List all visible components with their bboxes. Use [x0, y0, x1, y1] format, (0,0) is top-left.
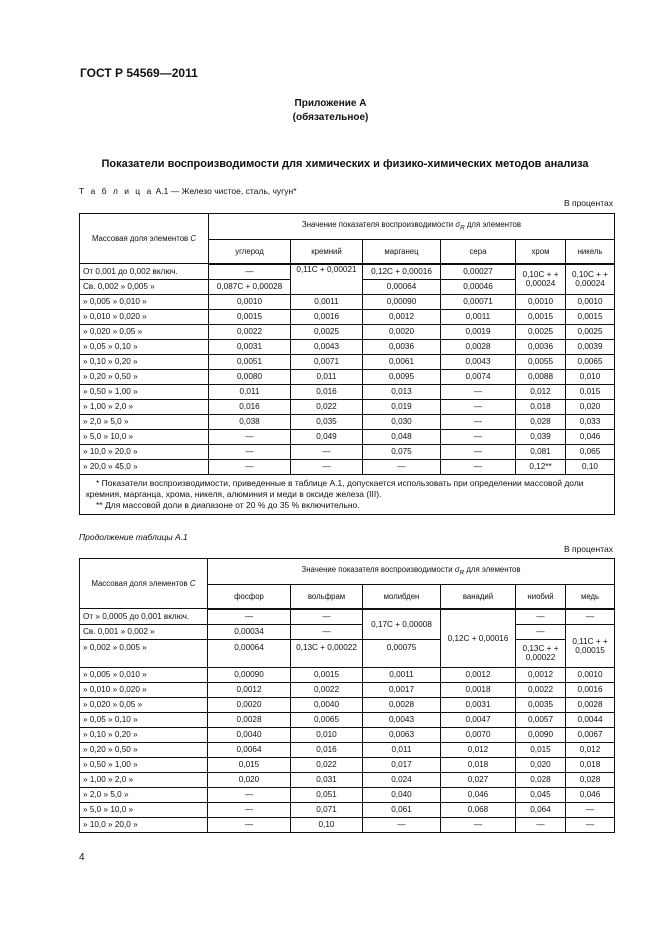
table-cell: » 10,0 » 20,0 » — [80, 817, 208, 832]
table-row — [80, 697, 615, 712]
table-cell: 0,020 — [566, 399, 615, 414]
table-cell: 0,0090 — [516, 727, 566, 742]
table-cell: 0,048 — [363, 429, 441, 444]
col-header: молибден — [363, 585, 441, 609]
table-cell: 0,049 — [291, 429, 363, 444]
table-cell: 0,028 — [516, 414, 566, 429]
table-caption-prefix: Т а б л и ц а — [79, 186, 154, 196]
table-cell: 0,013 — [363, 384, 441, 399]
table-cell: — — [441, 444, 516, 459]
table-cell: 0,0020 — [363, 324, 441, 339]
table-cell: 0,028 — [566, 772, 615, 787]
table-cell: 0,00027 — [441, 264, 516, 280]
table-cell: 0,0025 — [516, 324, 566, 339]
table-cell: — — [208, 787, 291, 802]
table-row — [80, 787, 615, 802]
table-cell: 0,0025 — [566, 324, 615, 339]
table-cell: » 1,00 » 2,0 » — [80, 772, 208, 787]
table-row — [80, 264, 615, 280]
col0-header: Массовая доля элементов C — [80, 559, 208, 609]
table-cell: 0,065 — [566, 444, 615, 459]
table-row — [80, 772, 615, 787]
table-cell: 0,015 — [208, 757, 291, 772]
table-row — [80, 682, 615, 697]
table-row — [80, 354, 615, 369]
table-cell: — — [441, 414, 516, 429]
table-cell: » 1,00 » 2,0 » — [80, 399, 209, 414]
table-cell: 0,0015 — [516, 309, 566, 324]
table-cell: » 0,10 » 0,20 » — [80, 727, 208, 742]
table-cell: 0,00064 — [363, 279, 441, 294]
table-cell: От » 0,0005 до 0,001 включ. — [80, 609, 208, 625]
col0-header: Массовая доля элементов C — [80, 214, 209, 264]
table-cell: » 2,0 » 5,0 » — [80, 414, 209, 429]
table-cell: 0,0025 — [291, 324, 363, 339]
table-row — [80, 639, 615, 667]
table-cell: 0,018 — [566, 757, 615, 772]
table-cell: 0,030 — [363, 414, 441, 429]
table-cell: 0,046 — [441, 787, 516, 802]
table-cell: 0,011 — [209, 384, 291, 399]
table-cell: 0,0010 — [566, 667, 615, 682]
table-cell: » 0,10 » 0,20 » — [80, 354, 209, 369]
table-cell: 0,0040 — [291, 697, 363, 712]
table2-units: В процентах — [563, 544, 613, 554]
table-cell: 0,022 — [291, 757, 363, 772]
document-id: ГОСТ Р 54569—2011 — [80, 66, 198, 80]
table-cell: 0,018 — [441, 757, 516, 772]
table-cell: Св. 0,002 » 0,005 » — [80, 279, 209, 294]
table-cell: 0,020 — [208, 772, 291, 787]
table-cell: » 2,0 » 5,0 » — [80, 787, 208, 802]
table-cell: — — [441, 459, 516, 474]
table-cell: 0,0036 — [363, 339, 441, 354]
table-cell: 0,00046 — [441, 279, 516, 294]
table-cell: — — [566, 609, 615, 625]
table-cell: — — [441, 384, 516, 399]
table-row — [80, 667, 615, 682]
table-cell: 0,0043 — [441, 354, 516, 369]
table-cell: 0,0015 — [209, 309, 291, 324]
table-cell: — — [566, 802, 615, 817]
table-cell: 0,075 — [363, 444, 441, 459]
table-cell: » 0,20 » 0,50 » — [80, 369, 209, 384]
table-cell: 0,0011 — [441, 309, 516, 324]
table-cell: 0,00075 — [363, 639, 441, 667]
table-cell: 0,011 — [291, 369, 363, 384]
table1-caption — [79, 186, 297, 196]
table-cell: 0,0028 — [566, 697, 615, 712]
table1-units: В процентах — [563, 198, 613, 208]
table-cell: 0,010 — [566, 369, 615, 384]
table-cell: 0,0070 — [441, 727, 516, 742]
table-cell: 0,0028 — [363, 697, 441, 712]
table-cell: 0,0015 — [566, 309, 615, 324]
table-cell: » 10,0 » 20,0 » — [80, 444, 209, 459]
col-header: медь — [566, 585, 615, 609]
col-header: кремний — [291, 240, 363, 264]
table-cell: 0,13C + + 0,00022 — [516, 639, 566, 667]
table-cell: — — [441, 429, 516, 444]
table-cell: 0,0031 — [441, 697, 516, 712]
table2 — [79, 558, 615, 833]
table-cell: 0,020 — [516, 757, 566, 772]
table-cell: » 5,0 » 10,0 » — [80, 802, 208, 817]
table-cell: 0,0012 — [516, 667, 566, 682]
table-cell: 0,17C + 0,00008 — [363, 609, 441, 640]
table-cell: 0,10 — [566, 459, 615, 474]
table-row — [80, 324, 615, 339]
col-header: марганец — [363, 240, 441, 264]
table1 — [79, 213, 615, 515]
table-cell: » 20,0 » 45,0 » — [80, 459, 209, 474]
table-cell: » 0,05 » 0,10 » — [80, 339, 209, 354]
table-row — [80, 802, 615, 817]
table-cell: » 0,005 » 0,010 » — [80, 667, 208, 682]
section-title: Показатели воспроизводимости для химических и физико-химических методов анализа — [101, 158, 589, 170]
table-cell: 0,00090 — [208, 667, 291, 682]
table-cell: 0,051 — [291, 787, 363, 802]
footnote: * Показатели воспроизводимости, приведенные в таблице А.1, допускается использовать при определении массовой доли кремния, марганца, хрома, никеля, алюминия и меди в оксиде железа (III). — [86, 477, 584, 499]
table-cell: » 0,002 » 0,005 » — [80, 639, 208, 667]
table-cell: 0,0064 — [208, 742, 291, 757]
table-cell: 0,068 — [441, 802, 516, 817]
col-header: сера — [441, 240, 516, 264]
table-row — [80, 384, 615, 399]
annex-title: Приложение А — [294, 98, 367, 109]
table-cell: 0,0028 — [208, 712, 291, 727]
table-cell: 0,081 — [516, 444, 566, 459]
table-cell: 0,0057 — [516, 712, 566, 727]
table-cell: — — [291, 459, 363, 474]
table-cell: 0,027 — [441, 772, 516, 787]
table2-caption: Продолжение таблицы А.1 — [79, 532, 188, 542]
table-row — [80, 459, 615, 474]
table-cell: 0,061 — [363, 802, 441, 817]
table-cell: 0,0036 — [516, 339, 566, 354]
table-cell: 0,0061 — [363, 354, 441, 369]
table-cell: 0,064 — [516, 802, 566, 817]
table-cell: 0,0012 — [441, 667, 516, 682]
table-cell: 0,0074 — [441, 369, 516, 384]
table-cell: — — [209, 264, 291, 280]
table-cell: 0,046 — [566, 429, 615, 444]
table-cell: — — [208, 817, 291, 832]
table-cell: — — [208, 802, 291, 817]
page-number: 4 — [79, 852, 85, 863]
table-cell: 0,0022 — [209, 324, 291, 339]
table-cell: 0,031 — [291, 772, 363, 787]
col-header: хром — [516, 240, 566, 264]
table-cell: 0,00071 — [441, 294, 516, 309]
table-cell: — — [516, 609, 566, 625]
table-cell: 0,0088 — [516, 369, 566, 384]
table-cell: 0,033 — [566, 414, 615, 429]
table-cell: — — [441, 817, 516, 832]
table-cell: 0,045 — [516, 787, 566, 802]
table-footnotes — [80, 474, 615, 514]
col-header: фосфор — [208, 585, 291, 609]
table-cell: — — [208, 609, 291, 625]
table-cell: 0,0010 — [516, 294, 566, 309]
table-cell: 0,0011 — [291, 294, 363, 309]
table-cell: — — [516, 817, 566, 832]
table-cell: 0,071 — [291, 802, 363, 817]
table-cell: » 0,020 » 0,05 » — [80, 697, 208, 712]
table-cell: Св. 0,001 » 0,002 » — [80, 624, 208, 639]
table-cell: 0,016 — [291, 742, 363, 757]
table-cell: 0,00090 — [363, 294, 441, 309]
table-cell: 0,0035 — [516, 697, 566, 712]
group-header: Значение показателя воспроизводимости $\sigma_R$ для элементов — [208, 559, 615, 585]
table-row — [80, 817, 615, 832]
table-cell: 0,0016 — [291, 309, 363, 324]
table-cell: » 0,05 » 0,10 » — [80, 712, 208, 727]
table-cell: 0,012 — [516, 384, 566, 399]
col-header: ванадий — [441, 585, 516, 609]
table-row — [80, 369, 615, 384]
table-cell: 0,0039 — [566, 339, 615, 354]
table-cell: — — [363, 817, 441, 832]
table-cell: 0,12C + 0,00016 — [363, 264, 441, 280]
table-cell: » 0,020 » 0,05 » — [80, 324, 209, 339]
col-header: никель — [566, 240, 615, 264]
table-cell: » 0,005 » 0,010 » — [80, 294, 209, 309]
table-cell: » 0,50 » 1,00 » — [80, 384, 209, 399]
table-row — [80, 429, 615, 444]
table-cell: 0,11C + 0,00021 — [291, 264, 363, 295]
table-cell: 0,015 — [516, 742, 566, 757]
table-cell: 0,0063 — [363, 727, 441, 742]
table-cell: — — [291, 609, 363, 625]
table-row — [80, 399, 615, 414]
table-cell: 0,0019 — [441, 324, 516, 339]
table-cell: 0,038 — [209, 414, 291, 429]
table-cell: 0,035 — [291, 414, 363, 429]
table-row — [80, 414, 615, 429]
annex-status: (обязательное) — [292, 112, 369, 123]
footnote: ** Для массовой доли в диапазоне от 20 % до 35 % включительно. — [96, 499, 360, 510]
table-row — [80, 624, 615, 639]
table-cell: 0,0016 — [566, 682, 615, 697]
table-cell: 0,039 — [516, 429, 566, 444]
table-cell: 0,012 — [441, 742, 516, 757]
table-cell: 0,0022 — [291, 682, 363, 697]
table-cell: 0,10C + + 0,00024 — [516, 264, 566, 295]
group-header: Значение показателя воспроизводимости $\sigma_R$ для элементов — [209, 214, 615, 240]
table-row — [80, 727, 615, 742]
table-cell: 0,0080 — [209, 369, 291, 384]
table-cell: 0,015 — [566, 384, 615, 399]
table-cell: 0,0010 — [209, 294, 291, 309]
table-cell: 0,010 — [291, 727, 363, 742]
table-cell: » 0,010 » 0,020 » — [80, 682, 208, 697]
table-row — [80, 609, 615, 625]
table-cell: 0,011 — [363, 742, 441, 757]
table-cell: 0,10C + + 0,00024 — [566, 264, 615, 295]
table-cell: 0,0012 — [208, 682, 291, 697]
table-cell: 0,0010 — [566, 294, 615, 309]
table-cell: 0,0022 — [516, 682, 566, 697]
table-cell: 0,017 — [363, 757, 441, 772]
table-cell: — — [566, 817, 615, 832]
table-caption-text: А.1 — Железо чистое, сталь, чугун* — [153, 186, 297, 196]
table-row — [80, 757, 615, 772]
table-row — [80, 339, 615, 354]
table-cell: » 5,0 » 10,0 » — [80, 429, 209, 444]
table-row — [80, 712, 615, 727]
table-cell: 0,12** — [516, 459, 566, 474]
table-cell: » 0,20 » 0,50 » — [80, 742, 208, 757]
table-cell: 0,0055 — [516, 354, 566, 369]
table-cell: 0,10 — [291, 817, 363, 832]
table-cell: 0,0095 — [363, 369, 441, 384]
table-row — [80, 294, 615, 309]
table-cell: 0,0028 — [441, 339, 516, 354]
table-cell: — — [291, 444, 363, 459]
table-cell: 0,0011 — [363, 667, 441, 682]
table-cell: 0,13C + 0,00022 — [291, 639, 363, 667]
table-cell: 0,024 — [363, 772, 441, 787]
table-cell: 0,0044 — [566, 712, 615, 727]
col-header: ниобий — [516, 585, 566, 609]
table-cell: 0,0020 — [208, 697, 291, 712]
table-cell: 0,0047 — [441, 712, 516, 727]
table-cell: 0,0015 — [291, 667, 363, 682]
table-cell: 0,00034 — [208, 624, 291, 639]
col-header: вольфрам — [291, 585, 363, 609]
table-row — [80, 742, 615, 757]
table-cell: 0,028 — [516, 772, 566, 787]
table-cell: 0,00064 — [208, 639, 291, 667]
table-cell: » 0,50 » 1,00 » — [80, 757, 208, 772]
table-row — [80, 309, 615, 324]
table-cell: 0,0043 — [363, 712, 441, 727]
table-cell: 0,12C + 0,00016 — [441, 609, 516, 668]
table-cell: 0,0031 — [209, 339, 291, 354]
table-cell: 0,0043 — [291, 339, 363, 354]
table-cell: 0,012 — [566, 742, 615, 757]
table-cell: 0,019 — [363, 399, 441, 414]
table-cell: — — [209, 429, 291, 444]
col-header: углерод — [209, 240, 291, 264]
table-cell: — — [441, 399, 516, 414]
table-cell: 0,0071 — [291, 354, 363, 369]
table-row — [80, 444, 615, 459]
table-cell: 0,046 — [566, 787, 615, 802]
table-cell: 0,0067 — [566, 727, 615, 742]
table-cell: 0,0018 — [441, 682, 516, 697]
table-cell: 0,016 — [209, 399, 291, 414]
table-cell: 0,0012 — [363, 309, 441, 324]
table-cell: 0,0065 — [566, 354, 615, 369]
table-cell: От 0,001 до 0,002 включ. — [80, 264, 209, 280]
table-cell: — — [209, 459, 291, 474]
table-cell: 0,087C + 0,00028 — [209, 279, 291, 294]
table-cell: 0,0051 — [209, 354, 291, 369]
table-cell: 0,0065 — [291, 712, 363, 727]
table-cell: 0,040 — [363, 787, 441, 802]
table-cell: 0,0040 — [208, 727, 291, 742]
table-cell: 0,018 — [516, 399, 566, 414]
table-cell: 0,016 — [291, 384, 363, 399]
table-cell: — — [209, 444, 291, 459]
table-cell: — — [363, 459, 441, 474]
table-cell: — — [516, 624, 566, 639]
table-cell: — — [291, 624, 363, 639]
table-cell: » 0,010 » 0,020 » — [80, 309, 209, 324]
table-cell: 0,022 — [291, 399, 363, 414]
table-cell: 0,0017 — [363, 682, 441, 697]
table-cell: 0,11C + + 0,00015 — [566, 624, 615, 667]
